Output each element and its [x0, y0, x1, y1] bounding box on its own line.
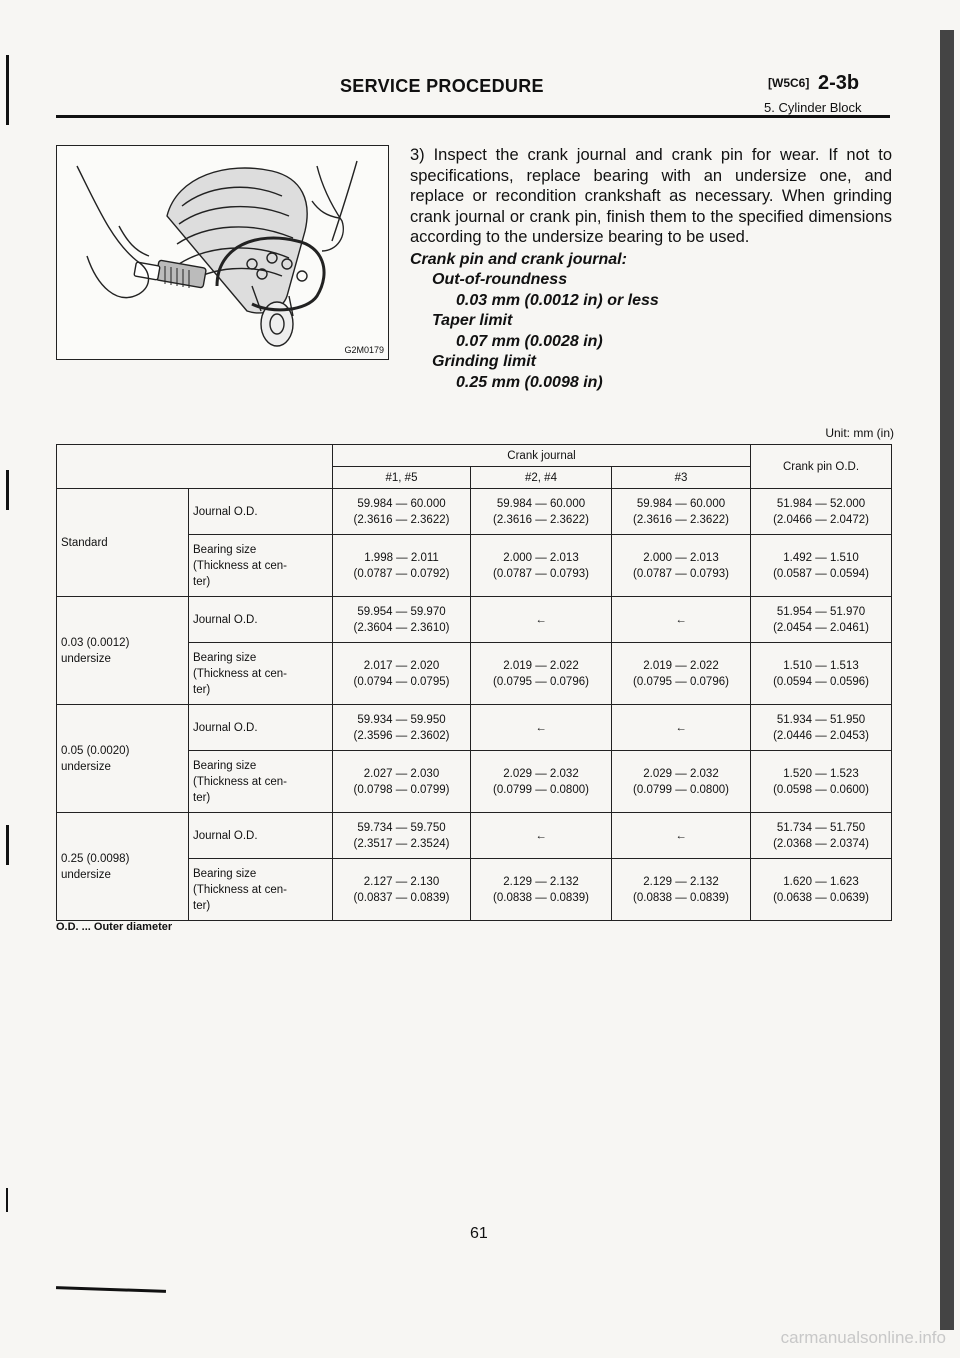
table-row	[57, 597, 892, 643]
spec-value-grinding-limit: 0.25 mm (0.0098 in)	[456, 373, 603, 391]
spec-table-body	[57, 489, 892, 921]
header-journal-3: #3	[612, 467, 751, 489]
value-cell: 1.620 — 1.623 (0.0638 — 0.0639)	[751, 859, 892, 921]
scan-mark	[56, 1286, 166, 1293]
scan-mark	[6, 1188, 8, 1212]
unit-label: Unit: mm (in)	[825, 426, 894, 440]
table-corner-cell	[57, 445, 333, 489]
table-row	[57, 705, 892, 751]
crank-spec-table	[56, 444, 892, 921]
value-cell: ←	[471, 597, 612, 643]
section-code: [W5C6]	[768, 76, 810, 90]
value-cell: ←	[471, 705, 612, 751]
value-cell: ←	[612, 597, 751, 643]
value-cell: 2.127 — 2.130 (0.0837 — 0.0839)	[333, 859, 471, 921]
value-cell: 2.129 — 2.132 (0.0838 — 0.0839)	[612, 859, 751, 921]
value-cell: 59.934 — 59.950 (2.3596 — 2.3602)	[333, 705, 471, 751]
spec-value-taper-limit: 0.07 mm (0.0028 in)	[456, 332, 603, 350]
step-text: 3) Inspect the crank journal and crank pin for wear. If not to specifications, replace bearing with an undersize one, and replace or recondition crankshaft as necessary. When grinding crank journal or crank pin, finish them to the specified dimensions according to the undersize bearing to be used.	[410, 146, 892, 246]
item-cell: Journal O.D.	[189, 705, 333, 751]
value-cell: 2.027 — 2.030 (0.0798 — 0.0799)	[333, 751, 471, 813]
spec-heading: Crank pin and crank journal:	[410, 250, 627, 268]
spec-label-grinding-limit: Grinding limit	[432, 353, 536, 370]
page-header-title: SERVICE PROCEDURE	[340, 76, 544, 96]
condition-cell: 0.05 (0.0020) undersize	[57, 705, 189, 813]
table-row	[57, 813, 892, 859]
item-cell: Journal O.D.	[189, 813, 333, 859]
value-cell: 59.984 — 60.000 (2.3616 — 2.3622)	[333, 489, 471, 535]
inspection-step	[410, 145, 892, 393]
value-cell: 51.734 — 51.750 (2.0368 — 2.0374)	[751, 813, 892, 859]
scan-edge	[940, 30, 954, 1330]
item-cell: Journal O.D.	[189, 597, 333, 643]
header-journal-1-5: #1, #5	[333, 467, 471, 489]
value-cell: 1.520 — 1.523 (0.0598 — 0.0600)	[751, 751, 892, 813]
value-cell: ←	[612, 813, 751, 859]
value-cell: 59.954 — 59.970 (2.3604 — 2.3610)	[333, 597, 471, 643]
header-crank-pin: Crank pin O.D.	[751, 445, 892, 489]
value-cell: 1.492 — 1.510 (0.0587 — 0.0594)	[751, 535, 892, 597]
spec-value-out-of-roundness: 0.03 mm (0.0012 in) or less	[456, 291, 659, 309]
value-cell: 59.984 — 60.000 (2.3616 — 2.3622)	[612, 489, 751, 535]
condition-cell: 0.25 (0.0098) undersize	[57, 813, 189, 921]
figure-code: G2M0179	[344, 345, 384, 355]
scan-mark	[6, 825, 9, 865]
value-cell: 2.019 — 2.022 (0.0795 — 0.0796)	[612, 643, 751, 705]
scan-mark	[6, 55, 9, 125]
value-cell: 51.954 — 51.970 (2.0454 — 2.0461)	[751, 597, 892, 643]
item-cell: Bearing size (Thickness at cen- ter)	[189, 535, 333, 597]
spec-label-out-of-roundness: Out-of-roundness	[432, 271, 568, 288]
value-cell: 2.029 — 2.032 (0.0799 — 0.0800)	[612, 751, 751, 813]
illustration-drawing	[57, 146, 388, 359]
scan-mark	[6, 470, 9, 510]
value-cell: 2.000 — 2.013 (0.0787 — 0.0793)	[612, 535, 751, 597]
item-cell: Journal O.D.	[189, 489, 333, 535]
table-row	[57, 489, 892, 535]
value-cell: 2.019 — 2.022 (0.0795 — 0.0796)	[471, 643, 612, 705]
value-cell: 59.734 — 59.750 (2.3517 — 2.3524)	[333, 813, 471, 859]
condition-cell: 0.03 (0.0012) undersize	[57, 597, 189, 705]
value-cell: 2.029 — 2.032 (0.0799 — 0.0800)	[471, 751, 612, 813]
page-number: 61	[470, 1225, 488, 1242]
header-journal-2-4: #2, #4	[471, 467, 612, 489]
condition-cell: Standard	[57, 489, 189, 597]
header-rule	[56, 115, 890, 118]
header-crank-journal: Crank journal	[333, 445, 751, 467]
item-cell: Bearing size (Thickness at cen- ter)	[189, 751, 333, 813]
value-cell: 1.998 — 2.011 (0.0787 — 0.0792)	[333, 535, 471, 597]
item-cell: Bearing size (Thickness at cen- ter)	[189, 859, 333, 921]
value-cell: 2.129 — 2.132 (0.0838 — 0.0839)	[471, 859, 612, 921]
value-cell: 2.017 — 2.020 (0.0794 — 0.0795)	[333, 643, 471, 705]
watermark: carmanualsonline.info	[780, 1328, 946, 1347]
value-cell: 59.984 — 60.000 (2.3616 — 2.3622)	[471, 489, 612, 535]
value-cell: 51.984 — 52.000 (2.0466 — 2.0472)	[751, 489, 892, 535]
section-number: 2-3b	[818, 72, 860, 94]
value-cell: ←	[612, 705, 751, 751]
footnote: O.D. ... Outer diameter	[56, 921, 173, 933]
section-subtitle: 5. Cylinder Block	[764, 100, 862, 115]
value-cell: 51.934 — 51.950 (2.0446 — 2.0453)	[751, 705, 892, 751]
value-cell: 2.000 — 2.013 (0.0787 — 0.0793)	[471, 535, 612, 597]
crankshaft-micrometer-illustration	[56, 145, 389, 360]
value-cell: 1.510 — 1.513 (0.0594 — 0.0596)	[751, 643, 892, 705]
item-cell: Bearing size (Thickness at cen- ter)	[189, 643, 333, 705]
spec-label-taper-limit: Taper limit	[432, 312, 513, 329]
value-cell: ←	[471, 813, 612, 859]
